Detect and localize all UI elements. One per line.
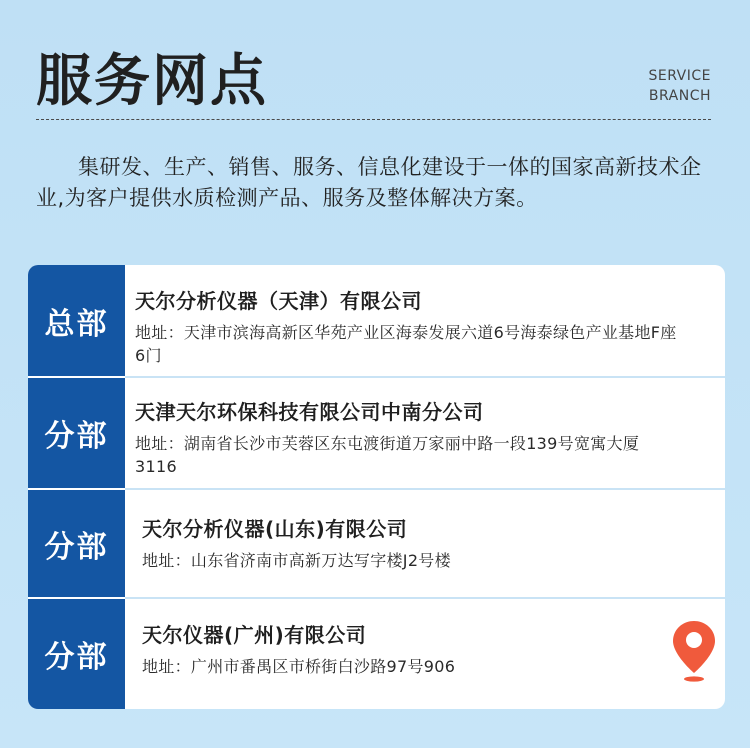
branch-info — [142, 515, 681, 572]
page-title: 服务网点 — [36, 49, 268, 114]
branch-label: 总部 — [28, 265, 125, 376]
page-header — [36, 46, 711, 118]
branch-name: 天津天尔环保科技有限公司中南分公司 — [135, 400, 484, 424]
branch-info — [142, 621, 681, 678]
branch-address: 地址：天津市滨海高新区华苑产业区海泰发展六道6号海泰绿色产业基地F座6门 — [135, 323, 677, 365]
location-pin-icon — [671, 619, 717, 683]
branch-row-zhongnan — [28, 378, 725, 488]
branch-info — [135, 398, 681, 478]
intro-text: 集研发、生产、销售、服务、信息化建设于一体的国家高新技术企业,为客户提供水质检测产品、服务及整体解决方案。 — [36, 155, 702, 210]
branch-label: 分部 — [28, 378, 125, 488]
branch-label: 分部 — [28, 599, 125, 709]
branch-row-guangzhou — [28, 599, 725, 709]
subtitle-line-1: SERVICE — [648, 68, 711, 84]
branch-address: 地址：湖南省长沙市芙蓉区东屯渡街道万家丽中路一段139号宽寓大厦3116 — [135, 434, 640, 476]
branch-name: 天尔分析仪器(山东)有限公司 — [142, 517, 408, 541]
branch-address: 地址：山东省济南市高新万达写字楼J2号楼 — [142, 551, 451, 570]
branch-name: 天尔分析仪器（天津）有限公司 — [135, 289, 422, 313]
branch-row-shandong — [28, 490, 725, 597]
branch-name: 天尔仪器(广州)有限公司 — [142, 623, 367, 647]
branch-list — [28, 265, 725, 709]
branch-address: 地址：广州市番禺区市桥街白沙路97号906 — [142, 657, 456, 676]
header-divider — [36, 119, 711, 120]
subtitle-line-2: BRANCH — [648, 88, 711, 104]
branch-label: 分部 — [28, 490, 125, 597]
page-subtitle — [648, 66, 711, 106]
branch-info — [135, 287, 681, 367]
branch-row-headquarters — [28, 265, 725, 376]
